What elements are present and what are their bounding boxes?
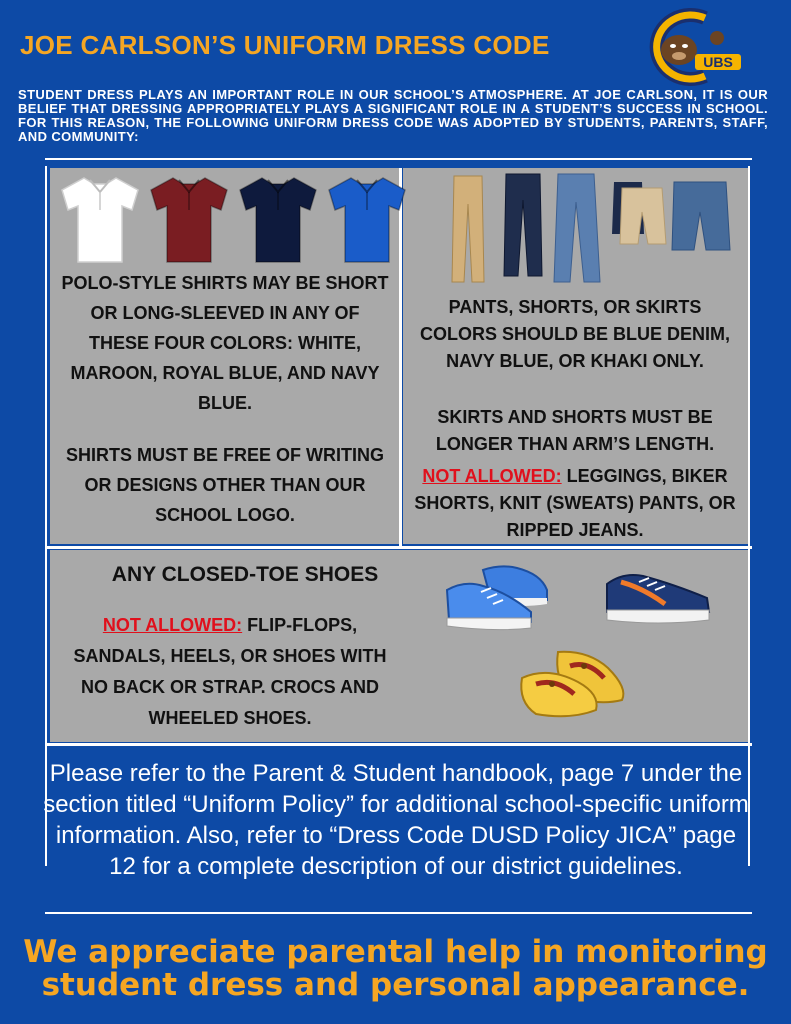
pants-rule-length: SKIRTS AND SHORTS MUST BE LONGER THAN ARM’S LENGTH.: [435, 407, 715, 454]
yellow-mary-jane-shoes-icon: [518, 648, 634, 724]
shoes-not-allowed-text: FLIP-FLOPS, SANDALS, HEELS, OR SHOES WITH NO BACK OR STRAP. CROCS AND WHEELED SHOES.: [73, 615, 387, 728]
maroon-polo-icon: [151, 178, 227, 262]
shoes-bottom-rule: [45, 743, 752, 746]
pants-rule-colors: PANTS, SHORTS, OR SKIRTS COLORS SHOULD BE BLUE DENIM, NAVY BLUE, OR KHAKI ONLY.: [419, 297, 730, 371]
not-allowed-text: LEGGINGS, BIKER SHORTS, KNIT (SWEATS) PANTS, OR RIPPED JEANS.: [414, 466, 736, 540]
pants-not-allowed: [410, 463, 740, 544]
shoes-not-allowed-label: NOT ALLOWED:: [102, 615, 243, 635]
shirts-rule-logo: SHIRTS MUST BE FREE OF WRITING OR DESIGNS OTHER THAN OUR SCHOOL LOGO.: [66, 445, 384, 525]
shoes-top-rule: [45, 546, 752, 549]
top-rule: [45, 158, 752, 160]
footer-rule: [45, 912, 752, 914]
orange-navy-sneaker-icon: [603, 564, 715, 630]
intro-paragraph: STUDENT DRESS PLAYS AN IMPORTANT ROLE IN OUR SCHOOL’S ATMOSPHERE. AT JOE CARLSON, IT IS OUR BELIEF THAT DRESSING APPROPRIATELY PLAYS A SIGNIFICANT ROLE IN A STUDENT’S SUCCESS IN SCHOOL. FOR THIS REASON, THE FOLLOWING UNIFORM DRESS CODE WAS ADOPTED BY STUDENTS, PARENTS, STAFF, AND COMMUNITY:: [18, 87, 768, 144]
shoes-heading: ANY CLOSED-TOE SHOES: [111, 563, 379, 586]
handbook-reference: Please refer to the Parent & Student handbook, page 7 under the section titled “Uniform Policy” for additional school-specific uniform information. Also, refer to “Dress Code DUSD Policy JICA” page 12 for a complete description of our district guidelines.: [43, 760, 749, 880]
closing-message: We appreciate parental help in monitoring student dress and personal appearance.: [23, 934, 768, 1003]
royal-blue-polo-icon: [329, 178, 405, 262]
logo-text: UBS: [703, 54, 733, 70]
polo-shirts-illustration: [52, 168, 402, 264]
white-polo-icon: [62, 178, 138, 262]
shirts-rule-colors: POLO-STYLE SHIRTS MAY BE SHORT OR LONG-SLEEVED IN ANY OF THESE FOUR COLORS: WHITE, MAROON, ROYAL BLUE, AND NAVY BLUE.: [61, 273, 389, 413]
not-allowed-label: NOT ALLOWED:: [422, 466, 562, 486]
pants-shorts-illustration: [440, 170, 740, 290]
navy-polo-icon: [240, 178, 316, 262]
cubs-logo: [643, 10, 743, 84]
page-title: JOE CARLSON’S UNIFORM DRESS CODE: [20, 30, 550, 60]
blue-sneakers-icon: [443, 560, 553, 640]
shoes-not-allowed: [60, 610, 400, 734]
